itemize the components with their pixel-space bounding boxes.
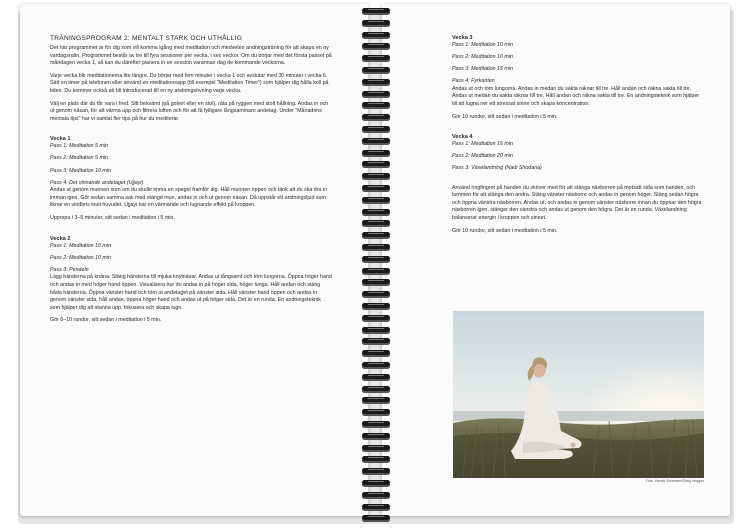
spiral-coil (362, 91, 390, 96)
exercise-description: Använd ringfingret på handen du skriver med för att stänga näsborren på motsatt sida som handen, och tummen för att stänga den andra. Stäng vänster näsborre och andas in genom höger. Stäng sedan högra och öppna vänstra näsborren. Andas ut, och andas in genom vänster näsborre innan du öppnar den högra näsborren igen, stänger den vänstra och andas ut genom den högra. Det är en runda. Växelandning balanserar energin i kroppen och sinnet. (452, 184, 702, 221)
pass-line: Pass 1: Meditation 10 min (452, 42, 513, 48)
spiral-coil (362, 197, 390, 202)
spiral-coil (362, 150, 390, 155)
exercise-repeat: Gör 6–10 rundor, sitt sedan i meditation i 5 min. (50, 317, 162, 324)
pass-line: Pass 3: Pendeln (50, 266, 89, 273)
spiral-coil (362, 232, 390, 237)
spiral-coil (362, 79, 390, 84)
spiral-binding (360, 0, 390, 530)
spiral-coil (362, 291, 390, 296)
spiral-coil (362, 173, 390, 178)
photo-credit: Foto: Henrik Sorensen/Getty Images (645, 479, 704, 483)
spiral-coil (362, 126, 390, 131)
spiral-coil (362, 480, 390, 485)
pass-line: Pass 2: Meditation 10 min (50, 254, 111, 261)
left-page-content (50, 34, 332, 330)
pass-line: Pass 1: Meditation 10 min (50, 242, 111, 249)
pass-line: Pass 3: Meditation 10 min (50, 167, 111, 174)
spiral-coil (362, 32, 390, 37)
exercise-repeat: Gör 10 rundor, sitt sedan i meditation i 5 min. (452, 113, 558, 120)
exercise-description: Andas ut genom munnen som om du skulle imma en spegel framför dig. Håll munnen öppen och tänk att du ska dra in imman igen. Gör sedan samma sak med stängd mun, andas in och ut genom näsan. Då uppstår ett andningsljud som liknar en vindbris inuti huvudet. Ujjayi har en värmande och lugnande effekt på kroppen. (50, 187, 328, 209)
spiral-coil (362, 161, 390, 166)
spiral-coil (362, 492, 390, 497)
meditation-photo (453, 311, 704, 478)
spiral-coil (362, 409, 390, 414)
spiral-coil (362, 114, 390, 119)
pass-line: Pass 2: Meditation 20 min (452, 153, 513, 160)
spiral-coil (362, 220, 390, 225)
spiral-coil (362, 350, 390, 355)
week-heading: Vecka 3 (452, 35, 473, 41)
spiral-coil (362, 397, 390, 402)
week-heading: Vecka 1 (50, 136, 71, 143)
spiral-coil (362, 327, 390, 332)
intro-paragraph: Välj en plats där du får vara i fred. Sitt bekvämt (på golvet eller en stol), räta på ryggen med stolt hållning. Andas in och ut genom näsan, för att värma upp och filtrera luften och för att få fylligare långsammare andetag. Under "Månadens mentala tips" har vi samlat fler tips på hur du mediterar. (50, 100, 329, 122)
spiral-coil (362, 303, 390, 308)
exercise-repeat: Gör 10 rundor, sitt sedan i meditation i 5 min. (452, 227, 558, 234)
spiral-coil (362, 315, 390, 320)
exercise-repeat: Upprepa i 3–5 minuter, sitt sedan i meditation i 5 min. (50, 215, 175, 221)
spiral-coil (362, 338, 390, 343)
spiral-coil (362, 362, 390, 367)
spiral-coil (362, 256, 390, 261)
spiral-coil (362, 421, 390, 426)
intro-paragraph: Varje vecka blir meditationerna lite längre. Du börjar med fem minuter i vecka 1 och avslutar med 30 minuter i vecka 6. Sätt en timer på telefonen eller använd en meditationsapp (till exempel "Meditation Timer") som hjälper dig hålla koll på tiden. Du kommer också att bli introducerad till en ny andningsövning varje vecka. (50, 72, 329, 94)
week-heading: Vecka 2 (50, 235, 71, 242)
spiral-coil (362, 244, 390, 249)
spiral-coil (362, 456, 390, 461)
spiral-coil (362, 504, 390, 509)
spiral-coil (362, 209, 390, 214)
exercise-description: Lägg händerna på knäna. Stäng händerna till mjuka knytnävar. Andas ut långsamt och töm lungorna. Öppna höger hand och andas in med höger hand öppen. Visualisera hur du andas in på höger sida, höger lunga. Håll andan och stäng båda händerna. Öppna vänster hand och töm ut andetaget på vänster sida. Håll vänster hand öppen och andas in genom vänster sida, håll andan, öppna höger hand och andas ut på höger sida. Det är en runda. En andningsteknik som hjälper dig att stanna upp, fokusera och skapa lugn. (50, 274, 332, 311)
spiral-coil (362, 138, 390, 143)
spiral-coil (362, 468, 390, 473)
pass-line: Pass 2: Meditation 10 min (452, 54, 513, 61)
spiral-coil (362, 43, 390, 48)
intro-paragraph: Det här programmet är för dig som vill komma igång med meditation och medveten andningsträning för att skapa en ny vardagsrutin. Programmet består av tre till fyra sessioner per vecka, i sex veckor. Om du börjar med det första passet på måndagen vecka 1, så kan du därefter planera in en session varannan dag de kommande veckorna. (50, 45, 332, 67)
pass-line: Pass 3: Växelandning (Nadi Shodana) (452, 165, 542, 172)
spiral-coil (362, 445, 390, 450)
spiral-coil (362, 268, 390, 273)
pass-line: Pass 1: Meditation 5 min (50, 143, 108, 150)
spiral-coil (362, 102, 390, 107)
right-page-content (452, 34, 704, 240)
spiral-coil (362, 20, 390, 25)
spiral-coil (362, 279, 390, 284)
pass-line: Pass 1: Meditation 15 min (452, 141, 513, 148)
week-heading: Vecka 4 (452, 134, 473, 141)
spiral-coil (362, 8, 390, 13)
spiral-coil (362, 386, 390, 391)
spiral-coil (362, 55, 390, 60)
pass-line: Pass 3: Meditation 15 min (452, 66, 513, 73)
pass-line: Pass 2: Meditation 5 min (50, 155, 108, 162)
spiral-coil (362, 433, 390, 438)
spiral-coil (362, 67, 390, 72)
spiral-coil (362, 374, 390, 379)
exercise-description: Andas ut och töm lungorna. Andas in medan du sakta räknar till tre. Håll andan och räkna sakta till tre. Andas ut medan du sakta räknar till tre. Håll andan och räkna sakta till tre. En andningsteknik som hjälper till att lugna ner ett stressat sinne och skapa koncentration. (452, 85, 700, 108)
page-title: TRÄNINGSPROGRAM 2: MENTALT STARK OCH UTHÅLLIG (50, 35, 243, 42)
pass-line: Pass 4: Det vinnande andetaget (Ujjayi) (50, 179, 144, 186)
pass-line: Pass 4: Fyrkanten (452, 78, 495, 85)
spiral-coil (362, 515, 390, 520)
spiral-coil (362, 185, 390, 190)
